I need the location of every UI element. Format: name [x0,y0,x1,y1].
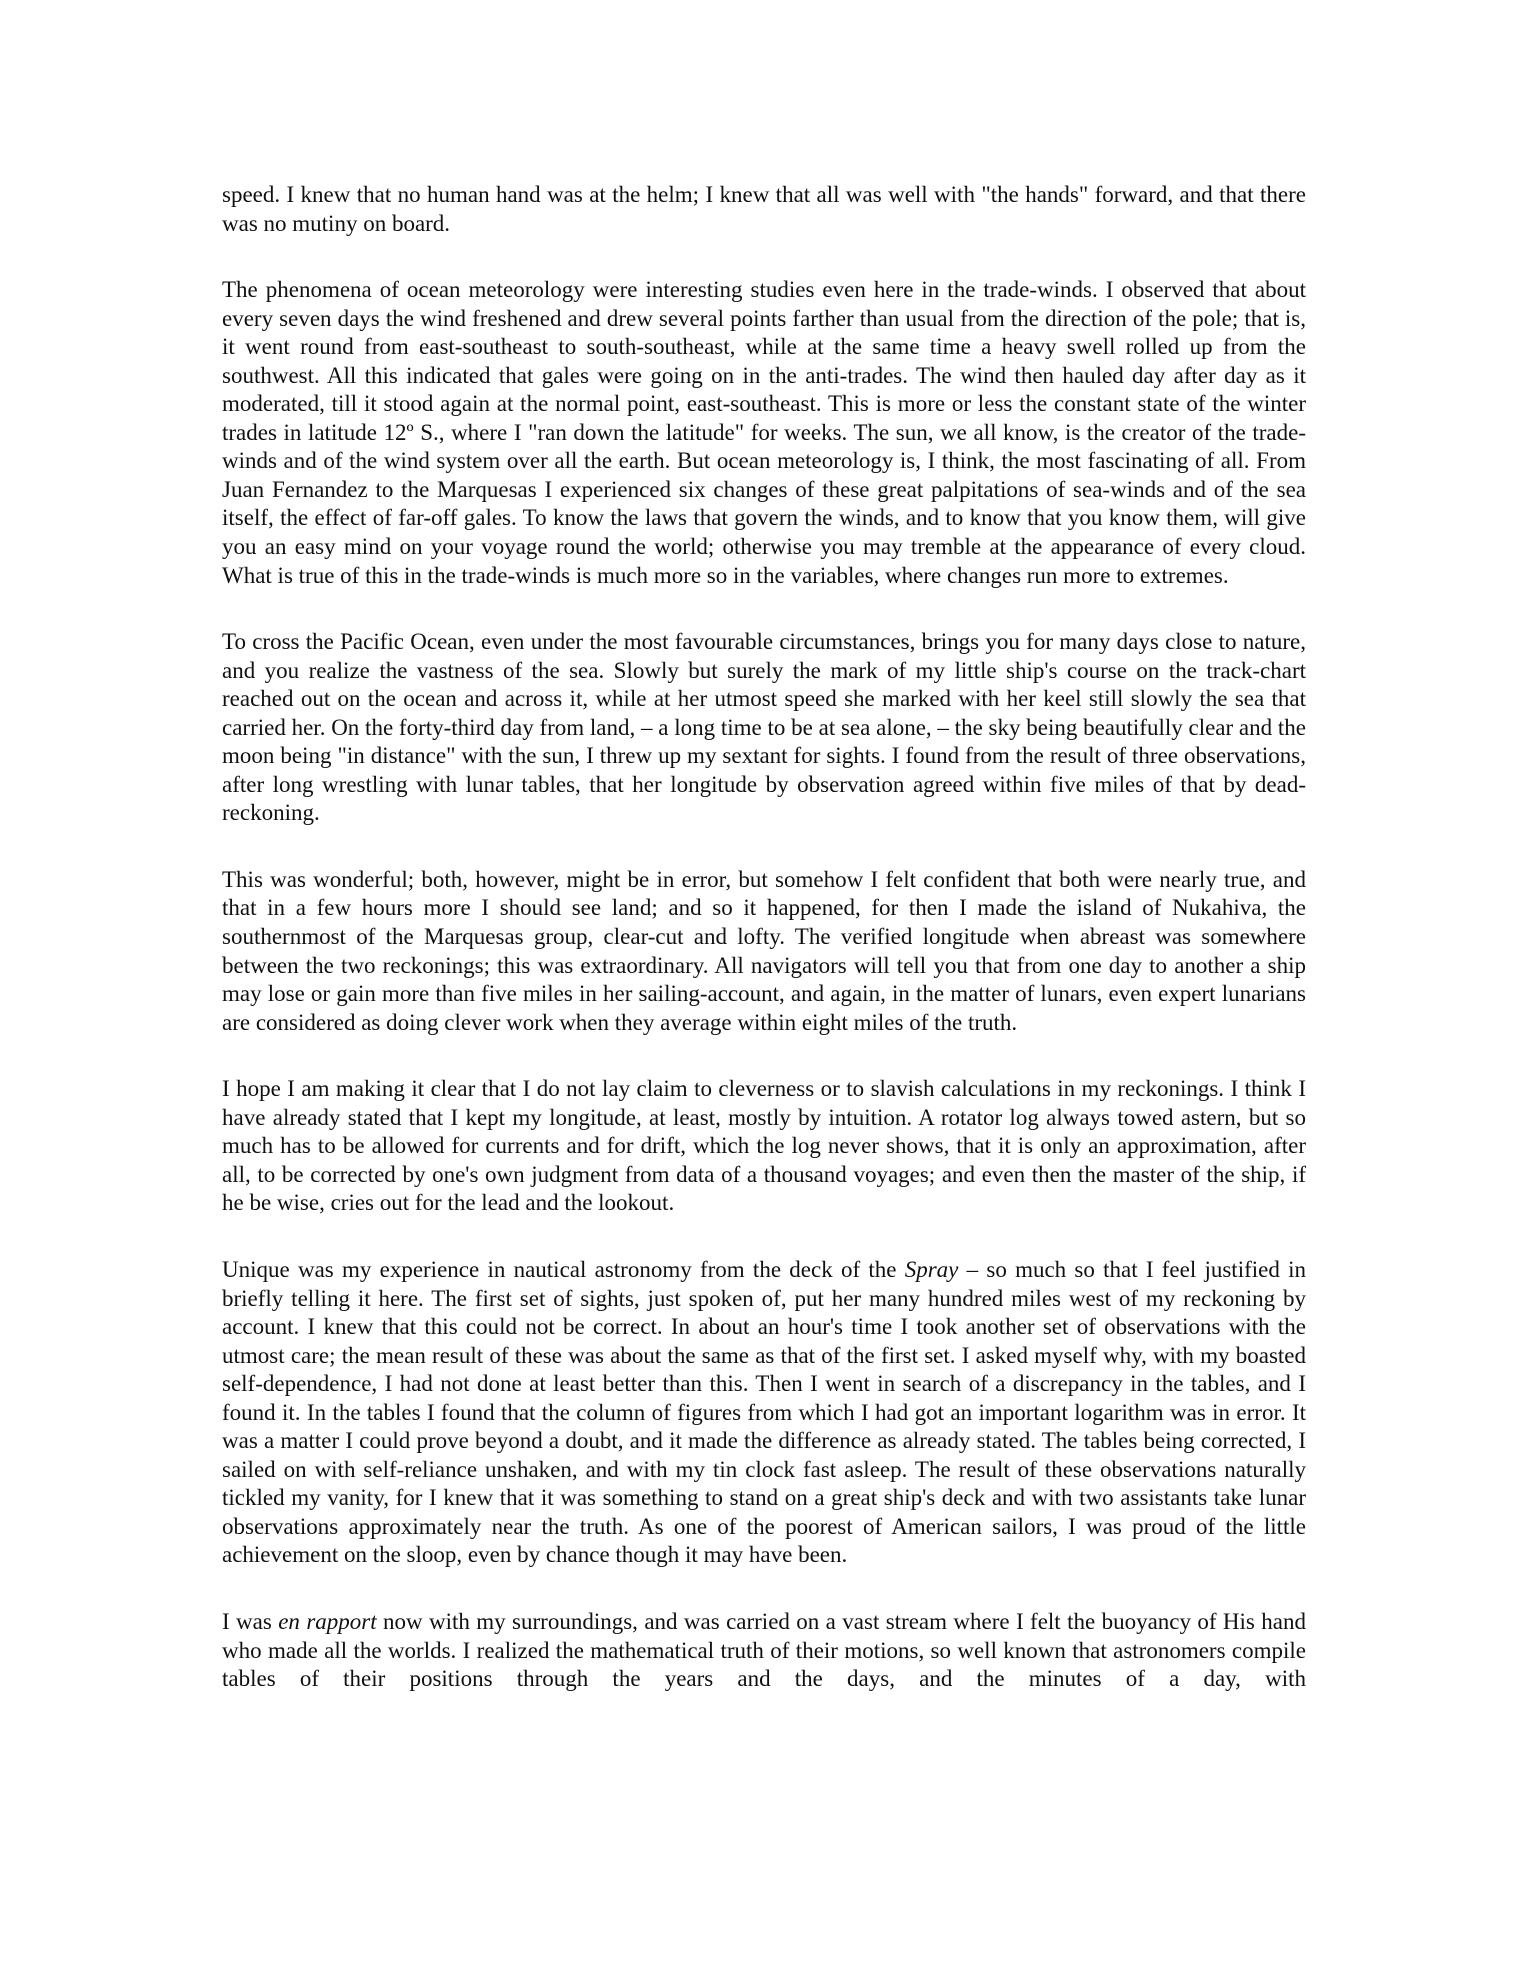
text-segment: This was wonderful; both, however, might be in error, but somehow I felt confident that both were nearly true, and that in a few hours more I should see land; and so it happened, for then I made the island of Nukahiva, the southernmost of the Marquesas group, clear-cut and lofty. The verified longitude when abreast was somewhere between the two reckonings; this was extraordinary. All navigators will tell you that from one day to another a ship may lose or gain more than five miles in her sailing-account, and again, in the matter of lunars, even expert lunarians are considered as doing clever work when they average within eight miles of the truth. [222,866,1306,1035]
text-segment: The phenomena of ocean meteorology were interesting studies even here in the trade-winds. I observed that about every seven days the wind freshened and drew several points farther than usual from the direction of the pole; that is, it went round from east-southeast to south-southeast, while at the same time a heavy swell rolled up from the southwest. All this indicated that gales were going on in the anti-trades. The wind then hauled day after day as it moderated, till it stood again at the normal point, east-southeast. This is more or less the constant state of the winter trades in latitude 12º S., where I "ran down the latitude" for weeks. The sun, we all know, is the creator of the trade-winds and of the wind system over all the earth. But ocean meteorology is, I think, the most fascinating of all. From Juan Fernandez to the Marquesas I experienced six changes of these great palpitations of sea-winds and of the sea itself, the effect of far-off gales. To know the laws that govern the winds, and to know that you know them, will give you an easy mind on your voyage round the world; otherwise you may tremble at the appearance of every cloud. What is true of this in the trade-winds is much more so in the variables, where changes run more to extremes. [222,277,1306,588]
paragraph-7 [222,1608,1306,1694]
italic-text-segment: Spray [904,1256,959,1282]
paragraph-5 [222,1075,1306,1218]
text-column [222,181,1306,1694]
italic-text-segment: en rapport [278,1608,377,1634]
text-segment: To cross the Pacific Ocean, even under the most favourable circumstances, brings you for many days close to nature, and you realize the vastness of the sea. Slowly but surely the mark of my little ship's course on the track-chart reached out on the ocean and across it, while at her utmost speed she marked with her keel still slowly the sea that carried her. On the forty-third day from land, – a long time to be at sea alone, – the sky being beautifully clear and the moon being "in distance" with the sun, I threw up my sextant for sights. I found from the result of three observations, after long wrestling with lunar tables, that her longitude by observation agreed within five miles of that by dead-reckoning. [222,629,1306,826]
paragraph-4 [222,866,1306,1037]
text-segment: – so much so that I feel justified in briefly telling it here. The first set of sights, just spoken of, put her many hundred miles west of my reckoning by account. I knew that this could not be correct. In about an hour's time I took another set of observations with the utmost care; the mean result of these was about the same as that of the first set. I asked myself why, with my boasted self-dependence, I had not done at least better than this. Then I went in search of a discrepancy in the tables, and I found it. In the tables I found that the column of figures from which I had got an important logarithm was in error. It was a matter I could prove beyond a doubt, and it made the difference as already stated. The tables being corrected, I sailed on with self-reliance unshaken, and with my tin clock fast asleep. The result of these observations naturally tickled my vanity, for I knew that it was something to stand on a great ship's deck and with two assistants take lunar observations approximately near the truth. As one of the poorest of American sailors, I was proud of the little achievement on the sloop, even by chance though it may have been. [222,1256,1306,1568]
paragraph-6 [222,1256,1306,1570]
paragraph-2 [222,276,1306,590]
paragraph-1 [222,181,1306,238]
text-segment: speed. I knew that no human hand was at the helm; I knew that all was well with "the hands" forward, and that there was no mutiny on board. [222,182,1306,236]
text-segment: now with my surroundings, and was carried on a vast stream where I felt the buoyancy of His hand who made all the worlds. I realized the mathematical truth of their motions, so well known that astronomers compile tables of their positions through the years and the days, and the minutes of a day, with [222,1608,1306,1692]
text-segment: Unique was my experience in nautical astronomy from the deck of the [222,1256,905,1282]
text-segment: I was [222,1608,279,1634]
text-segment: I hope I am making it clear that I do not lay claim to cleverness or to slavish calculations in my reckonings. I think I have already stated that I kept my longitude, at least, mostly by intuition. A rotator log always towed astern, but so much has to be allowed for currents and for drift, which the log never shows, that it is only an approximation, after all, to be corrected by one's own judgment from data of a thousand voyages; and even then the master of the ship, if he be wise, cries out for the lead and the lookout. [222,1076,1306,1216]
paragraph-3 [222,628,1306,828]
